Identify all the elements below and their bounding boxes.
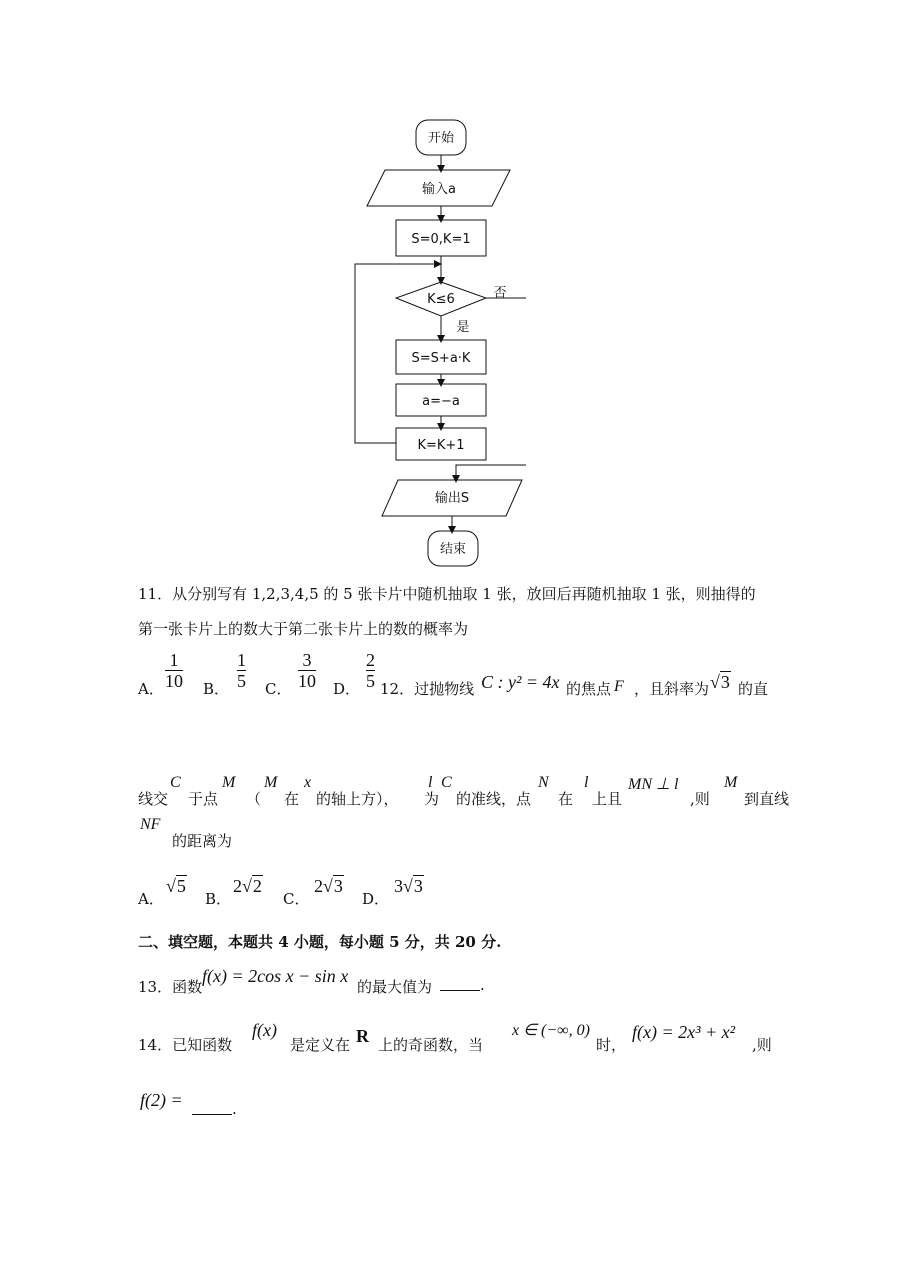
q12-text: 在 (558, 790, 574, 808)
q12-text: 的轴上方）， (316, 790, 399, 808)
q12-option-c-label: C． (283, 890, 310, 908)
q12-symbol: x (304, 774, 312, 791)
q11-option-d-label: D． (333, 680, 361, 698)
q14-fx: f(x) (252, 1020, 277, 1040)
q14-text: 是定义在 (290, 1036, 351, 1054)
q12-option-a-value: √5 (166, 876, 186, 896)
q12-text: 于点 (188, 790, 219, 808)
q12-symbol: M (724, 774, 738, 791)
q14-f2: f(2) = (140, 1090, 183, 1110)
q14-expression: f(x) = 2x³ + x² (632, 1022, 736, 1042)
q13-end: . (480, 976, 485, 994)
no-branch-return (456, 465, 526, 479)
q12-symbol: N (538, 774, 549, 791)
q12-perp: MN ⊥ l (628, 776, 679, 793)
q11-line2: 第一张卡片上的数大于第二张卡片上的数的概率为 (138, 620, 469, 638)
q11-option-d-fraction: 2 5 (366, 650, 375, 691)
q12-symbol: M (222, 774, 236, 791)
q13-tail: 的最大值为 (357, 978, 433, 996)
q12-option-b-label: B． (205, 890, 232, 908)
q12-symbol: l (584, 774, 589, 791)
q12-text: ,则 (690, 790, 710, 808)
q14-text: 上的奇函数，当 (378, 1036, 484, 1054)
q12-focus: F (614, 678, 624, 695)
flowchart (0, 0, 909, 580)
q12-slope: √3 (710, 672, 730, 692)
q12-text: 的准线，点 (456, 790, 532, 808)
input-label: 输入a (422, 182, 456, 197)
q11-option-b-label: B． (203, 680, 230, 698)
q12-text: 上且 (592, 790, 623, 808)
q11-option-c-label: C． (265, 680, 292, 698)
step3-label: K=K+1 (417, 438, 465, 453)
no-label: 否 (493, 286, 507, 301)
q12-text: 在 (284, 790, 300, 808)
step2-label: a=−a (422, 394, 460, 409)
q12-text: ，且斜率为 (634, 680, 710, 698)
q12-text: 到直线 (744, 790, 790, 808)
condition-label: K≤6 (427, 292, 455, 307)
init-label: S=0,K=1 (411, 232, 471, 247)
q12-text: 为 (424, 790, 440, 808)
q12-curve: C : y² = 4x (481, 672, 560, 692)
q12-option-a-label: A． (138, 890, 164, 908)
q12-option-b-value: 2√2 (233, 876, 262, 896)
q14-answer-blank[interactable] (192, 1098, 232, 1115)
q12-lead: 12．过抛物线 (380, 680, 475, 698)
q12-symbol: M (264, 774, 278, 791)
q11-option-c-fraction: 3 10 (298, 650, 316, 691)
section-heading: 二、填空题，本题共 4 小题，每小题 5 分，共 20 分. (138, 933, 502, 951)
q12-text: 的焦点 (566, 680, 612, 698)
q14-lead: 14．已知函数 (138, 1036, 233, 1054)
step1-label: S=S+a·K (411, 351, 471, 366)
output-label: 输出S (434, 491, 470, 506)
q13-lead: 13．函数 (138, 978, 203, 996)
q12-line3: 的距离为 (172, 832, 233, 850)
q14-condition: x ∈ (−∞, 0) (512, 1022, 590, 1039)
q12-symbol: C (170, 774, 181, 791)
yes-label: 是 (456, 320, 470, 335)
q12-text: 的直 (738, 680, 769, 698)
q13-expression: f(x) = 2cos x − sin x (202, 966, 349, 986)
q11-option-b-fraction: 1 5 (237, 650, 246, 691)
q12-option-d-label: D． (362, 890, 390, 908)
q11-option-a-label: A． (138, 680, 164, 698)
end-label: 结束 (439, 542, 467, 557)
q14-text: ,则 (752, 1036, 772, 1054)
q14-text: 时， (596, 1036, 627, 1054)
q11-line1: 11．从分别写有 1,2,3,4,5 的 5 张卡片中随机抽取 1 张，放回后再随机抽取 1 张，则抽得的 (138, 585, 756, 603)
q12-option-c-value: 2√3 (314, 876, 343, 896)
q14-end: . (232, 1100, 237, 1118)
q12-symbol: l (428, 774, 433, 791)
q12-symbol: C (441, 774, 452, 791)
start-label: 开始 (427, 131, 455, 146)
q12-line-nf: NF (140, 816, 161, 833)
q12-option-d-value: 3√3 (394, 876, 423, 896)
q11-option-a-fraction: 1 10 (165, 650, 183, 691)
q12-text: （ (246, 790, 262, 808)
q12-text: 线交 (138, 790, 169, 808)
q13-answer-blank[interactable] (440, 974, 480, 991)
q14-reals: R (356, 1026, 369, 1046)
